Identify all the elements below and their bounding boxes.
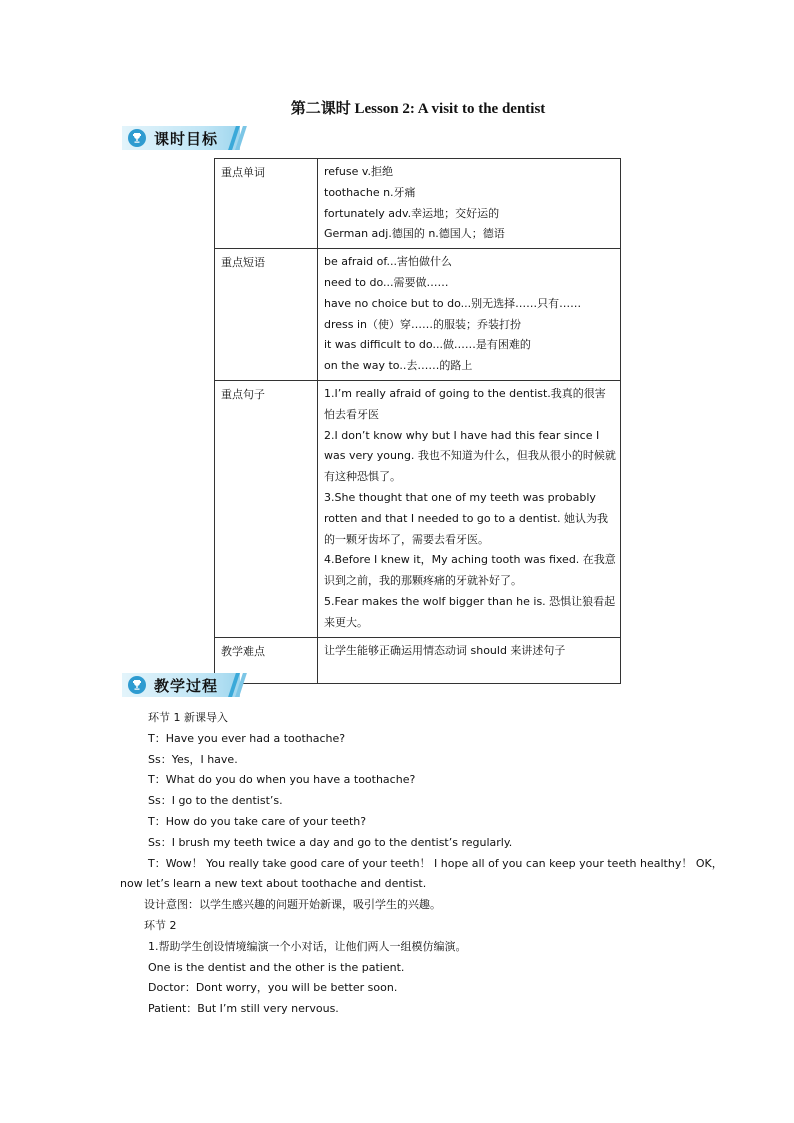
step2-line: Patient：But I’m still very nervous. [148,1002,339,1016]
dialogue-line: T：How do you take care of your teeth? [148,814,367,828]
step2-line: One is the dentist and the other is the patient. [148,960,405,974]
row-key-phrases: 重点短语 [215,249,318,381]
table-row [215,380,621,637]
list-item: 2.I don’t know why but I have had this fear since I was very young. 我也不知道为什么，但我从很小的时候就有这种恐惧了。 [324,428,616,484]
row-value-phrases [318,249,621,381]
design-intent: 设计意图：以学生感兴趣的问题开始新课，吸引学生的兴趣。 [144,898,441,912]
section-label-goals: 课时目标 [154,130,219,148]
table-row [215,637,621,683]
row-key-words: 重点单词 [215,159,318,249]
list-item: it was difficult to do...做……是有困难的 [324,338,531,352]
list-item: 5.Fear makes the wolf bigger than he is. 恐惧让狼看起来更大。 [324,594,616,629]
list-item: have no choice but to do...别无选择……只有…… [324,296,582,310]
process-body [120,708,723,1020]
dialogue-line: T：What do you do when you have a toothache? [148,773,416,787]
section-label-process: 教学过程 [154,677,219,695]
list-item: 3.She thought that one of my teeth was probably rotten and that I needed to go to a dentist. 她认为我的一颗牙齿坏了，需要去看牙医。 [324,490,609,546]
list-item: 1.I’m really afraid of going to the dentist.我真的很害怕去看牙医 [324,386,606,421]
step1-title: 环节 1 新课导入 [148,711,228,724]
step2-line: 1.帮助学生创设情境编演一个小对话，让他们两人一组模仿编演。 [148,939,467,953]
table-row [215,249,621,381]
dialogue-line: now let’s learn a new text about toothache and dentist. [120,877,427,891]
trophy-icon [128,129,146,147]
list-item: toothache n.牙痛 [324,185,416,199]
dialogue-line: T：Have you ever had a toothache? [148,731,346,745]
list-item: be afraid of...害怕做什么 [324,255,452,269]
row-key-difficulty: 教学难点 [215,637,318,683]
section-banner-process [122,673,246,699]
goals-table [214,158,621,684]
row-value-words [318,159,621,249]
row-value-difficulty [318,637,621,683]
dialogue-line: Ss：I brush my teeth twice a day and go to the dentist’s regularly. [148,835,513,849]
step2-line: Doctor：Dont worry，you will be better soon. [148,981,398,995]
list-item: on the way to..去……的路上 [324,359,473,373]
table-row [215,159,621,249]
dialogue-line: Ss：Yes，I have. [148,752,238,766]
page-title: 第二课时 Lesson 2: A visit to the dentist [290,101,546,117]
dialogue-line: T：Wow！ You really take good care of your teeth！ I hope all of you can keep your teeth healthy！ OK， [148,856,723,870]
list-item: refuse v.拒绝 [324,165,394,178]
list-item: 4.Before I knew it，My aching tooth was fixed. 在我意识到之前，我的那颗疼痛的牙就补好了。 [324,553,616,588]
dialogue-line: Ss：I go to the dentist’s. [148,794,283,808]
list-item: need to do...需要做…… [324,275,449,289]
list-item: 让学生能够正确运用情态动词 should 来讲述句子 [324,643,566,657]
list-item: fortunately adv.幸运地；交好运的 [324,206,500,220]
step2-title: 环节 2 [144,918,177,932]
list-item: German adj.德国的 n.德国人；德语 [324,227,505,241]
list-item: dress in（使）穿……的服装；乔装打扮 [324,317,522,331]
section-banner-goals [122,126,246,152]
row-key-sentences: 重点句子 [215,380,318,637]
row-value-sentences [318,380,621,637]
trophy-icon [128,676,146,694]
